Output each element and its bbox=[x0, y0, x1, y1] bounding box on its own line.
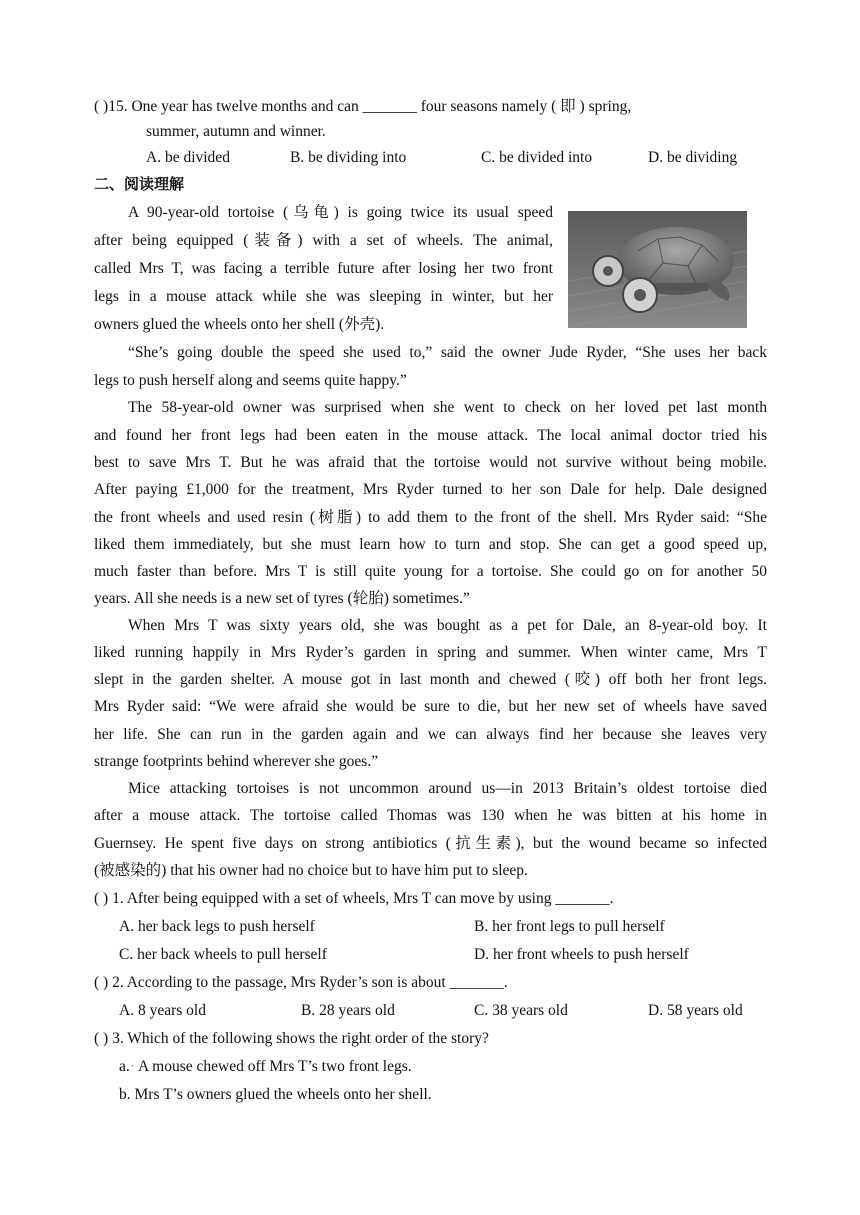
passage-p4-line: slept in the garden shelter. A mouse got in last month and chewed (咬) off both her front legs. bbox=[94, 671, 767, 688]
passage-p2-line: “She’s going double the speed she used to,” said the owner Jude Ryder, “She uses her back bbox=[128, 344, 767, 361]
passage-p3-line: The 58-year-old owner was surprised when she went to check on her loved pet last month bbox=[128, 399, 767, 416]
passage-p5-line: Guernsey. He spent five days on strong antibiotics (抗生素), but the wound became so infected bbox=[94, 835, 767, 852]
q3-stem: ( ) 3. Which of the following shows the right order of the story? bbox=[94, 1030, 489, 1047]
section-heading: 二、阅读理解 bbox=[94, 175, 185, 193]
q2-option-a: A. 8 years old bbox=[119, 1002, 206, 1019]
q1-option-a: A. her back legs to push herself bbox=[119, 918, 315, 935]
q1-option-c: C. her back wheels to pull herself bbox=[119, 946, 327, 963]
q2-option-b: B. 28 years old bbox=[301, 1002, 395, 1019]
q1-stem: ( ) 1. After being equipped with a set of wheels, Mrs T can move by using _______. bbox=[94, 890, 614, 907]
q2-option-d: D. 58 years old bbox=[648, 1002, 743, 1019]
passage-p1-line: owners glued the wheels onto her shell (外壳). bbox=[94, 316, 385, 333]
q3-item-a-text: A mouse chewed off Mrs T’s two front legs. bbox=[137, 1058, 412, 1075]
passage-p5-line: (被感染的) that his owner had no choice but to have him put to sleep. bbox=[94, 862, 528, 879]
q15-option-c: C. be divided into bbox=[481, 149, 593, 166]
q15-option-a: A. be divided bbox=[146, 149, 230, 166]
passage-p2-line: legs to push herself along and seems quite happy.” bbox=[94, 372, 407, 389]
passage-p5-line: Mice attacking tortoises is not uncommon around us—in 2013 Britain’s oldest tortoise died bbox=[128, 780, 767, 797]
marker-dot: · bbox=[129, 1058, 135, 1075]
q15-stem-line2: summer, autumn and winner. bbox=[146, 123, 326, 140]
q2-option-c: C. 38 years old bbox=[474, 1002, 568, 1019]
q15-option-b: B. be dividing into bbox=[290, 149, 407, 166]
passage-p4-line: When Mrs T was sixty years old, she was bought as a pet for Dale, an 8-year-old boy. It bbox=[128, 617, 767, 634]
q3-item-b: b. Mrs T’s owners glued the wheels onto her shell. bbox=[119, 1086, 432, 1103]
passage-p3-line: much faster than before. Mrs T is still quite young for a tortoise. She could go on for another 50 bbox=[94, 563, 767, 580]
passage-p1-line: A 90-year-old tortoise (乌龟) is going twice its usual speed bbox=[128, 204, 553, 221]
passage-p1-line: called Mrs T, was facing a terrible future after losing her two front bbox=[94, 260, 553, 277]
passage-p3-line: and found her front legs had been eaten in the mouse attack. The local animal doctor tried his bbox=[94, 427, 767, 444]
q1-option-d: D. her front wheels to push herself bbox=[474, 946, 689, 963]
passage-p3-line: best to save Mrs T. But he was afraid that the tortoise would not survive without being mobile. bbox=[94, 454, 767, 471]
passage-p3-line: liked them immediately, but she must learn how to turn and stop. She can get a good speed up, bbox=[94, 536, 767, 553]
passage-p3-line: After paying £1,000 for the treatment, Mrs Ryder turned to her son Dale for help. Dale designed bbox=[94, 481, 767, 498]
passage-p4-line: her life. She can run in the garden again and we can always find her because she leaves very bbox=[94, 726, 767, 743]
passage-p3-line: the front wheels and used resin (树脂) to add them to the front of the shell. Mrs Ryder said: “She bbox=[94, 509, 767, 526]
q2-stem: ( ) 2. According to the passage, Mrs Ryder’s son is about _______. bbox=[94, 974, 508, 991]
passage-p3-line: years. All she needs is a new set of tyres (轮胎) sometimes.” bbox=[94, 590, 470, 607]
q15-option-d: D. be dividing bbox=[648, 149, 738, 166]
passage-p4-line: strange footprints behind wherever she goes.” bbox=[94, 753, 379, 770]
passage-p4-line: liked running happily in Mrs Ryder’s garden in spring and summer. When winter came, Mrs T bbox=[94, 644, 767, 661]
passage-p1-line: legs in a mouse attack while she was sleeping in winter, but her bbox=[94, 288, 553, 305]
passage-p5-line: after a mouse attack. The tortoise called Thomas was 130 when he was bitten at his home in bbox=[94, 807, 767, 824]
tortoise-photo bbox=[568, 211, 747, 328]
q15-stem-line1: ( )15. One year has twelve months and can _______ four seasons namely ( 即 ) spring, bbox=[94, 98, 632, 115]
q1-option-b: B. her front legs to pull herself bbox=[474, 918, 665, 935]
passage-p1-line: after being equipped (装备) with a set of wheels. The animal, bbox=[94, 232, 553, 249]
q3-item-a bbox=[119, 1057, 412, 1077]
passage-p4-line: Mrs Ryder said: “We were afraid she would be sure to die, but her new set of wheels have saved bbox=[94, 698, 767, 715]
q3-item-a-label: a. bbox=[119, 1058, 130, 1075]
